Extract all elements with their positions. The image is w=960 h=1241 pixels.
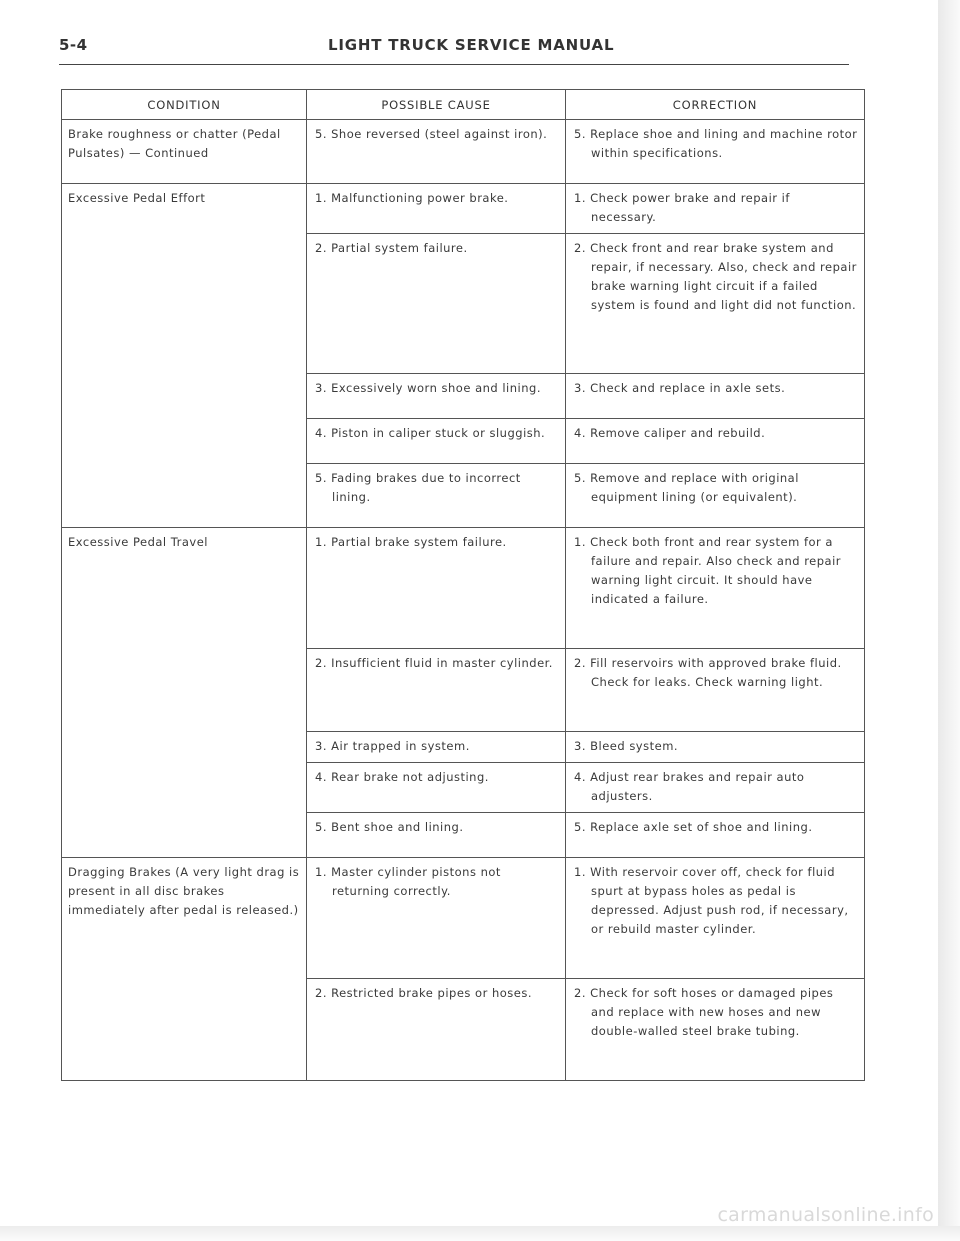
- cause-cell: [307, 374, 566, 419]
- correction-text: 2. Check for soft hoses or damaged pipes and replace with new hoses and new double-walled steel brake tubing.: [574, 986, 834, 1038]
- correction-cell: [566, 464, 865, 528]
- correction-cell: [566, 763, 865, 813]
- correction-cell: [566, 858, 865, 979]
- cause-text: 5. Fading brakes due to incorrect lining.: [315, 471, 521, 504]
- cause-text: 4. Piston in caliper stuck or sluggish.: [315, 426, 546, 440]
- correction-text: 5. Replace shoe and lining and machine rotor within specifications.: [574, 127, 858, 160]
- page-edge-shadow-bottom: [0, 1226, 960, 1241]
- cause-text: 1. Malfunctioning power brake.: [315, 191, 509, 205]
- column-header-possible-cause: POSSIBLE CAUSE: [307, 90, 566, 120]
- cause-text: 2. Insufficient fluid in master cylinder.: [315, 656, 553, 670]
- table-header-row: [62, 90, 865, 120]
- cause-text: 3. Air trapped in system.: [315, 739, 470, 753]
- cause-text: 2. Partial system failure.: [315, 241, 468, 255]
- correction-text: 5. Remove and replace with original equipment lining (or equivalent).: [574, 471, 799, 504]
- cause-cell: [307, 649, 566, 732]
- cause-cell: [307, 234, 566, 374]
- cause-cell: [307, 120, 566, 184]
- condition-cell: Brake roughness or chatter (Pedal Pulsates) — Continued: [62, 120, 307, 184]
- cause-text: 2. Restricted brake pipes or hoses.: [315, 986, 532, 1000]
- cause-cell: [307, 419, 566, 464]
- cause-cell: [307, 813, 566, 858]
- diagnosis-table: [61, 89, 865, 1081]
- correction-cell: [566, 649, 865, 732]
- cause-cell: [307, 979, 566, 1081]
- watermark: carmanualsonline.info: [717, 1204, 934, 1226]
- correction-text: 3. Bleed system.: [574, 739, 679, 753]
- condition-cell: Excessive Pedal Effort: [62, 184, 307, 528]
- table-row: [62, 528, 865, 649]
- condition-cell: Dragging Brakes (A very light drag is present in all disc brakes immediately after pedal is released.): [62, 858, 307, 1081]
- cause-text: 3. Excessively worn shoe and lining.: [315, 381, 541, 395]
- correction-cell: [566, 419, 865, 464]
- correction-cell: [566, 813, 865, 858]
- table-row: [62, 858, 865, 979]
- cause-text: 5. Bent shoe and lining.: [315, 820, 464, 834]
- correction-text: 1. Check both front and rear system for a failure and repair. Also check and repair warning light circuit. It should have indicated a failure.: [574, 535, 842, 606]
- cause-cell: [307, 858, 566, 979]
- condition-cell: Excessive Pedal Travel: [62, 528, 307, 858]
- correction-cell: [566, 120, 865, 184]
- correction-text: 5. Replace axle set of shoe and lining.: [574, 820, 813, 834]
- correction-cell: [566, 732, 865, 763]
- cause-text: 1. Master cylinder pistons not returning correctly.: [315, 865, 501, 898]
- cause-text: 5. Shoe reversed (steel against iron).: [315, 127, 548, 141]
- cause-cell: [307, 184, 566, 234]
- correction-text: 2. Fill reservoirs with approved brake fluid. Check for leaks. Check warning light.: [574, 656, 842, 689]
- page-edge-shadow-right: [938, 0, 960, 1241]
- cause-text: 1. Partial brake system failure.: [315, 535, 507, 549]
- correction-cell: [566, 184, 865, 234]
- cause-cell: [307, 464, 566, 528]
- correction-text: 2. Check front and rear brake system and repair, if necessary. Also, check and repair brake warning light circuit if a failed system is found and light did not function.: [574, 241, 857, 312]
- table-row: [62, 120, 865, 184]
- page-title: LIGHT TRUCK SERVICE MANUAL: [328, 36, 615, 54]
- page-number: 5-4: [59, 36, 88, 54]
- correction-cell: [566, 374, 865, 419]
- correction-text: 1. Check power brake and repair if necessary.: [574, 191, 790, 224]
- table-row: [62, 184, 865, 234]
- correction-text: 4. Adjust rear brakes and repair auto adjusters.: [574, 770, 805, 803]
- page-header: [59, 36, 849, 65]
- correction-cell: [566, 234, 865, 374]
- cause-text: 4. Rear brake not adjusting.: [315, 770, 489, 784]
- correction-text: 4. Remove caliper and rebuild.: [574, 426, 766, 440]
- correction-text: 1. With reservoir cover off, check for fluid spurt at bypass holes as pedal is depressed. Adjust push rod, if necessary, or rebuild master cylinder.: [574, 865, 849, 936]
- column-header-correction: CORRECTION: [566, 90, 865, 120]
- correction-text: 3. Check and replace in axle sets.: [574, 381, 786, 395]
- cause-cell: [307, 732, 566, 763]
- cause-cell: [307, 763, 566, 813]
- correction-cell: [566, 979, 865, 1081]
- column-header-condition: CONDITION: [62, 90, 307, 120]
- correction-cell: [566, 528, 865, 649]
- cause-cell: [307, 528, 566, 649]
